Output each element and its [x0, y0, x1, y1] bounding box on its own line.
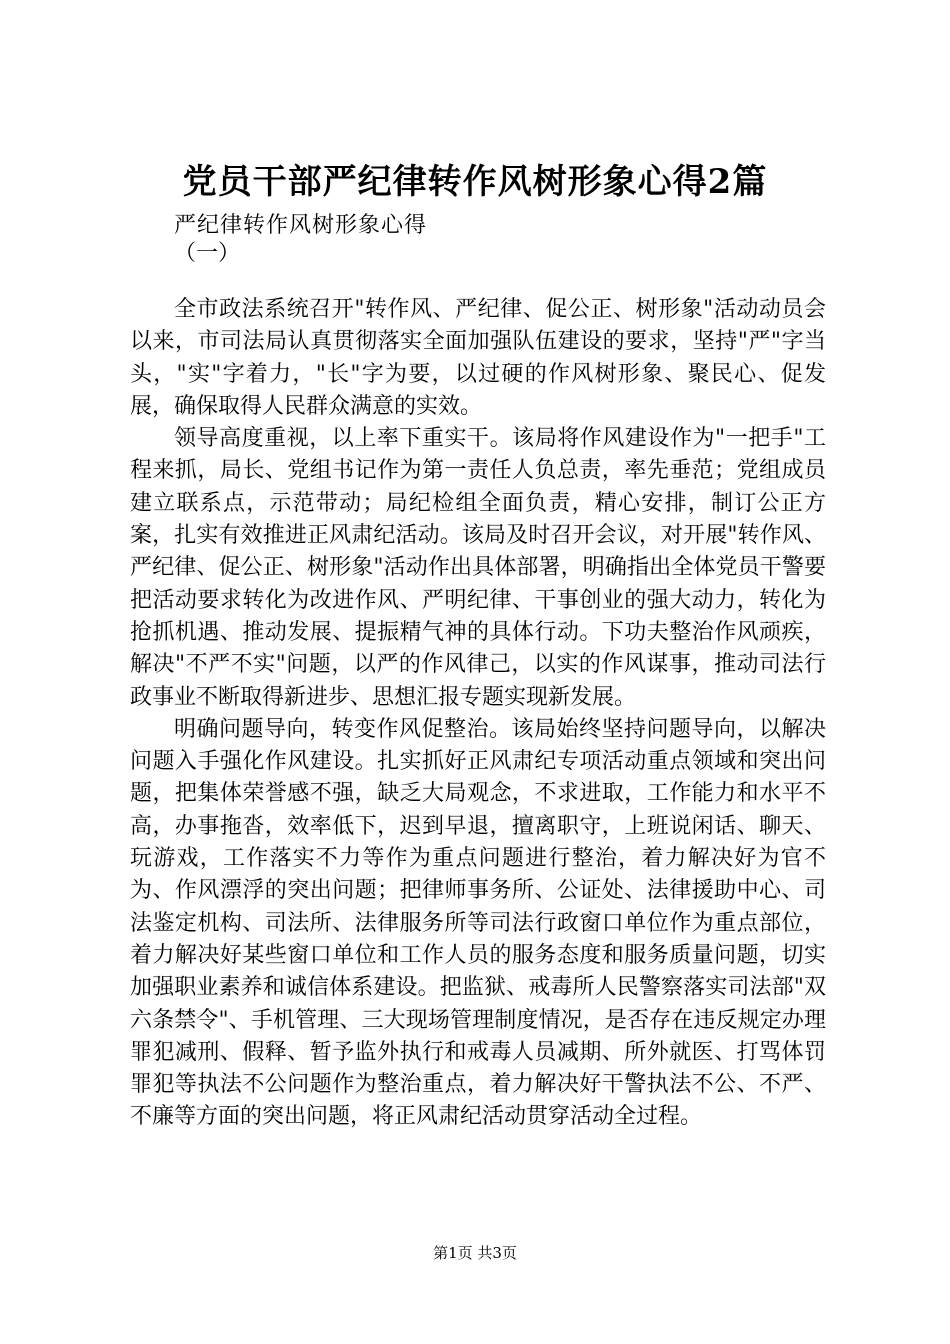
paragraph: 领导高度重视，以上率下重实干。该局将作风建设作为"一把手"工程来抓，局长、党组书记作为第一责任人负总责，率先垂范；党组成员建立联系点，示范带动；局纪检组全面负责，精心安排，制订公正方案，扎实有效推进正风肃纪活动。该局及时召开会议，对开展"转作风、严纪律、促公正、树形象"活动作出具体部署，明确指出全体党员干警要把活动要求转化为改进作风、严明纪律、干事创业的强大动力，转化为抢抓机遇、推动发展、提振精气神的具体行动。下功夫整治作风顽疾，解决"不严不实"问题，以严的作风律己，以实的作风谋事，推动司法行政事业不断取得新进步、思想汇报专题实现新发展。: [130, 426, 826, 710]
paragraph: 明确问题导向，转变作风促整治。该局始终坚持问题导向，以解决问题入手强化作风建设。扎实抓好正风肃纪专项活动重点领域和突出问题，把集体荣誉感不强，缺乏大局观念，不求进取，工作能力和水平不高，办事拖沓，效率低下，迟到早退，擅离职守，上班说闲话、聊天、玩游戏，工作落实不力等作为重点问题进行整治，着力解决好为官不为、作风漂浮的突出问题；把律师事务所、公证处、法律援助中心、司法鉴定机构、司法所、法律服务所等司法行政窗口单位作为重点部位，着力解决好某些窗口单位和工作人员的服务态度和服务质量问题，切实加强职业素养和诚信体系建设。把监狱、戒毒所人民警察落实司法部"双六条禁令"、手机管理、三大现场管理制度情况，是否存在违反规定办理罪犯减刑、假释、暂予监外执行和戒毒人员减期、所外就医、打骂体罚罪犯等执法不公问题作为整治重点，着力解决好干警执法不公、不严、不廉等方面的突出问题，将正风肃纪活动贯穿活动全过程。: [130, 716, 826, 1130]
document-body: [130, 294, 826, 1134]
section-marker: （一）: [174, 241, 241, 266]
document-title: 党员干部严纪律转作风树形象心得2篇: [182, 162, 768, 202]
page-footer: 第1页 共3页: [433, 1244, 517, 1262]
document-subtitle: 严纪律转作风树形象心得: [174, 213, 428, 238]
paragraph: 全市政法系统召开"转作风、严纪律、促公正、树形象"活动动员会以来，市司法局认真贯彻落实全面加强队伍建设的要求，坚持"严"字当头，"实"字着力，"长"字为要，以过硬的作风树形象、聚民心、促发展，确保取得人民群众满意的实效。: [130, 297, 826, 419]
